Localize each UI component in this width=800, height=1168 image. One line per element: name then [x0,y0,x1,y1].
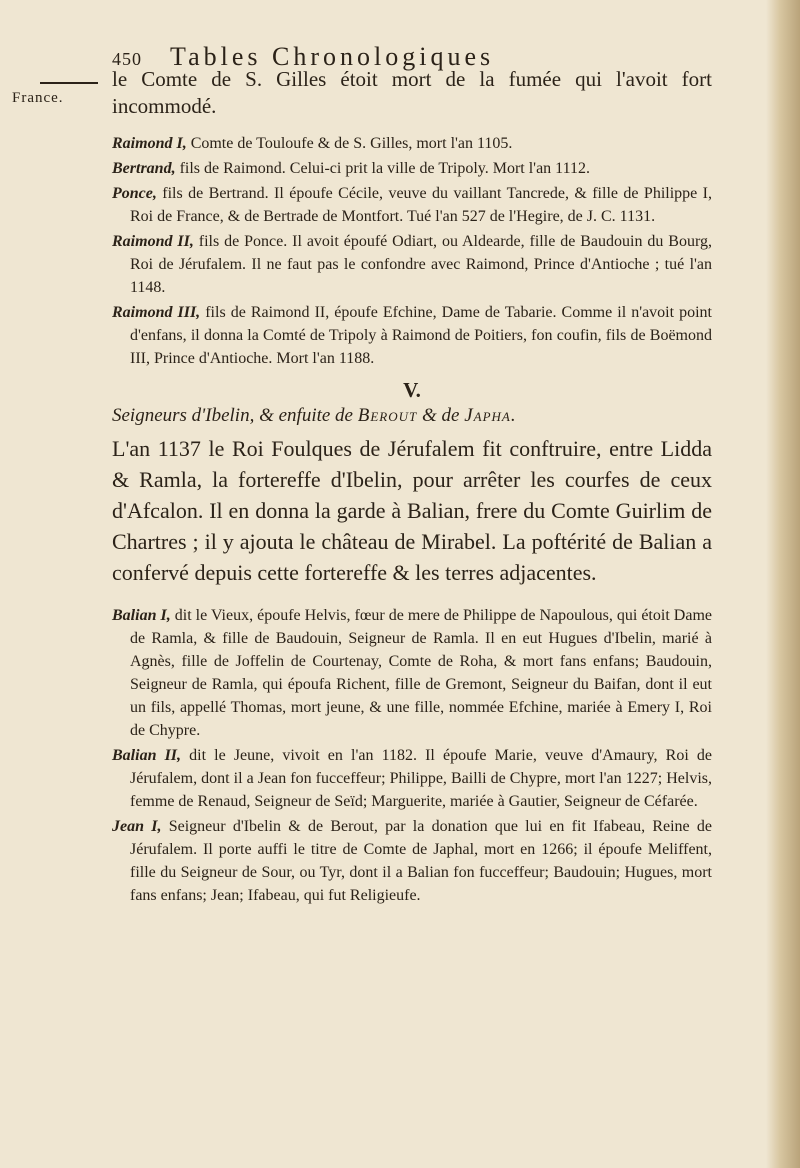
margin-label: France. [12,90,64,106]
entry: Raimond II, fils de Ponce. Il avoit époufé Odiart, ou Aldearde, fille de Baudouin du Bourg, Roi de Jérufalem. Il ne faut pas le confondre avec Raimond, Prince d'Antioche ; tué l'an 1148. [112,233,712,296]
section-number: V. [403,378,421,402]
entry: Raimond III, fils de Raimond II, époufe Efchine, Dame de Tabarie. Comme il n'avoit point d'enfans, il donna la Comté de Tripoly à Raimond de Poitiers, fon coufin, fils de Boëmond III, Prince d'Antioche. Mort l'an 1188. [112,304,713,367]
entries-list-a [112,132,712,370]
entries-list-b [112,604,712,907]
page-edge-shadow [766,0,800,1168]
main-paragraph: L'an 1137 le Roi Foulques de Jérufalem fit conftruire, entre Lidda & Ramla, la fortereffe d'Ibelin, pour arrêter les courfes de ceux d'Afcalon. Il en donna la garde à Balian, frere du Comte Guirlim de Chartres ; il y ajouta le château de Mirabel. La poftérité de Balian a confervé depuis cette fortereffe & les terres adjacentes. [112,436,712,585]
section-title: Seigneurs d'Ibelin, & enfuite de Berout & de Japha. [112,405,517,426]
entry: Ponce, fils de Bertrand. Il époufe Cécile, veuve du vaillant Tancrede, & fille de Philippe I, Roi de France, & de Bertrade de Montfort. Tué l'an 527 de l'Hegire, de J. C. 1131. [112,185,712,225]
entry: Balian I, dit le Vieux, époufe Helvis, fœur de mere de Philippe de Napoulous, qui étoit Dame de Ramla, & fille de Baudouin, Seigneur de Ramla. Il en eut Hugues d'Ibelin, marié à Agnès, fille de Joffelin de Courtenay, Comte de Roha, & mort fans enfans; Baudouin, Seigneur de Ramla, qui époufa Richent, fille de Gremont, Seigneur du Baifan, dont il eut un fils, appellé Thomas, mort jeune, & une fille, nommée Efchine, mariée à Emery I, Roi de Chypre. [112,607,712,739]
entry: Jean I, Seigneur d'Ibelin & de Berout, par la donation que lui en fit Ifabeau, Reine de Jérufalem. Il porte auffi le titre de Comte de Japhal, mort en 1266; il époufe Meliffent, fille du Seigneur de Sour, ou Tyr, dont il a Balian fon fucceffeur; Baudouin; Hugues, mort fans enfans; Jean; Ifabeau, qui fut Religieufe. [112,818,712,904]
margin-rule [40,82,98,84]
entry: Raimond I, Comte de Touloufe & de S. Gilles, mort l'an 1105. [112,135,513,152]
page-number: 450 [112,49,142,69]
entry: Bertrand, fils de Raimond. Celui-ci prit la ville de Tripoly. Mort l'an 1112. [112,160,590,177]
entry: Balian II, dit le Jeune, vivoit en l'an 1182. Il époufe Marie, veuve d'Amaury, Roi de Jérufalem, dont il a Jean fon fucceffeur; Philippe, Bailli de Chypre, mort l'an 1227; Helvis, femme de Renaud, Seigneur de Seïd; Marguerite, mariée à Gautier, Seigneur de Céfarée. [112,747,712,810]
running-title: Tables Chronologiques [170,42,495,71]
intro-text: le Comte de S. Gilles étoit mort de la fumée qui l'avoit fort incommodé. [112,67,712,118]
page-body [112,66,712,909]
